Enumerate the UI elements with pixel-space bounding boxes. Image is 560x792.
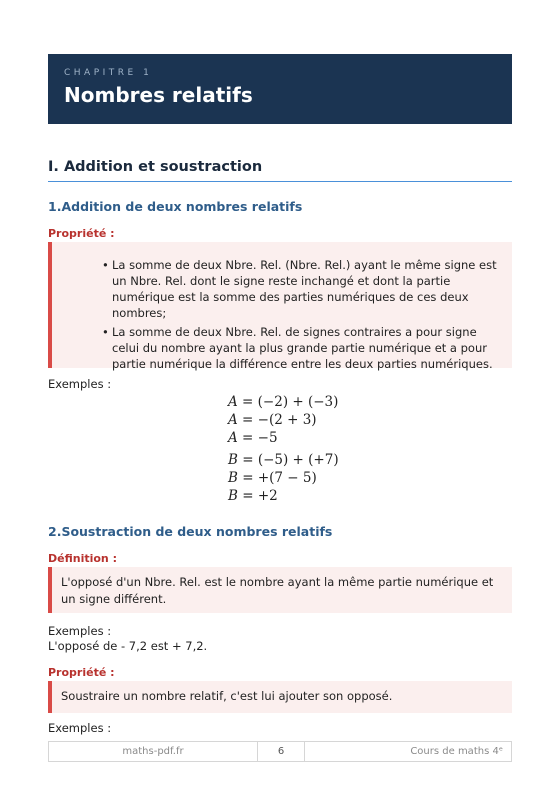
property-label-2: Propriété : — [48, 666, 115, 679]
property-list — [102, 257, 500, 372]
chapter-title: Nombres relatifs — [64, 83, 253, 107]
examples-label: Exemples : — [48, 377, 112, 391]
definition-box — [48, 567, 512, 613]
property-item: • La somme de deux Nbre. Rel. de signes contraires a pour signe celui du nombre ayant la plus grande partie numérique et a pour partie numérique la différence entre les deux parties numériques. — [102, 324, 500, 372]
section-title: I. Addition et soustraction — [48, 159, 512, 182]
addition-examples — [228, 393, 339, 505]
property-box-addition — [48, 242, 512, 371]
chapter-banner — [48, 54, 512, 124]
page-footer — [48, 741, 512, 762]
footer-course: Cours de maths 4ᵉ — [410, 746, 503, 757]
math-line: A = −(2 + 3) — [228, 412, 317, 428]
footer-page-number: 6 — [258, 742, 305, 761]
math-line: B = +2 — [228, 488, 278, 504]
definition-text: L'opposé d'un Nbre. Rel. est le nombre ayant la même partie numérique et un signe différent. — [61, 575, 494, 606]
examples-label-2: Exemples : — [48, 624, 112, 638]
definition-label: Définition : — [48, 552, 117, 565]
math-line: B = +(7 − 5) — [228, 470, 317, 486]
subsection-title-subtraction: 2.Soustraction de deux nombres relatifs — [48, 524, 333, 539]
examples-label-3: Exemples : — [48, 721, 112, 735]
property-text: Soustraire un nombre relatif, c'est lui ajouter son opposé. — [61, 689, 393, 703]
property-label: Propriété : — [48, 227, 115, 240]
math-line: A = −5 — [228, 430, 278, 446]
chapter-label: CHAPITRE 1 — [64, 68, 153, 78]
property-item: • La somme de deux Nbre. Rel. (Nbre. Rel.) ayant le même signe est un Nbre. Rel. dont le signe reste inchangé et dont la partie numérique est la somme des parties numériques de ces deux nombres; — [102, 257, 500, 321]
math-line: B = (−5) + (+7) — [228, 452, 339, 468]
opposite-example: L'opposé de - 7,2 est + 7,2. — [48, 639, 208, 653]
math-line: A = (−2) + (−3) — [228, 394, 339, 410]
subsection-title-addition: 1.Addition de deux nombres relatifs — [48, 199, 303, 214]
property-box-subtraction — [48, 681, 512, 713]
footer-site: maths-pdf.fr — [49, 742, 258, 761]
